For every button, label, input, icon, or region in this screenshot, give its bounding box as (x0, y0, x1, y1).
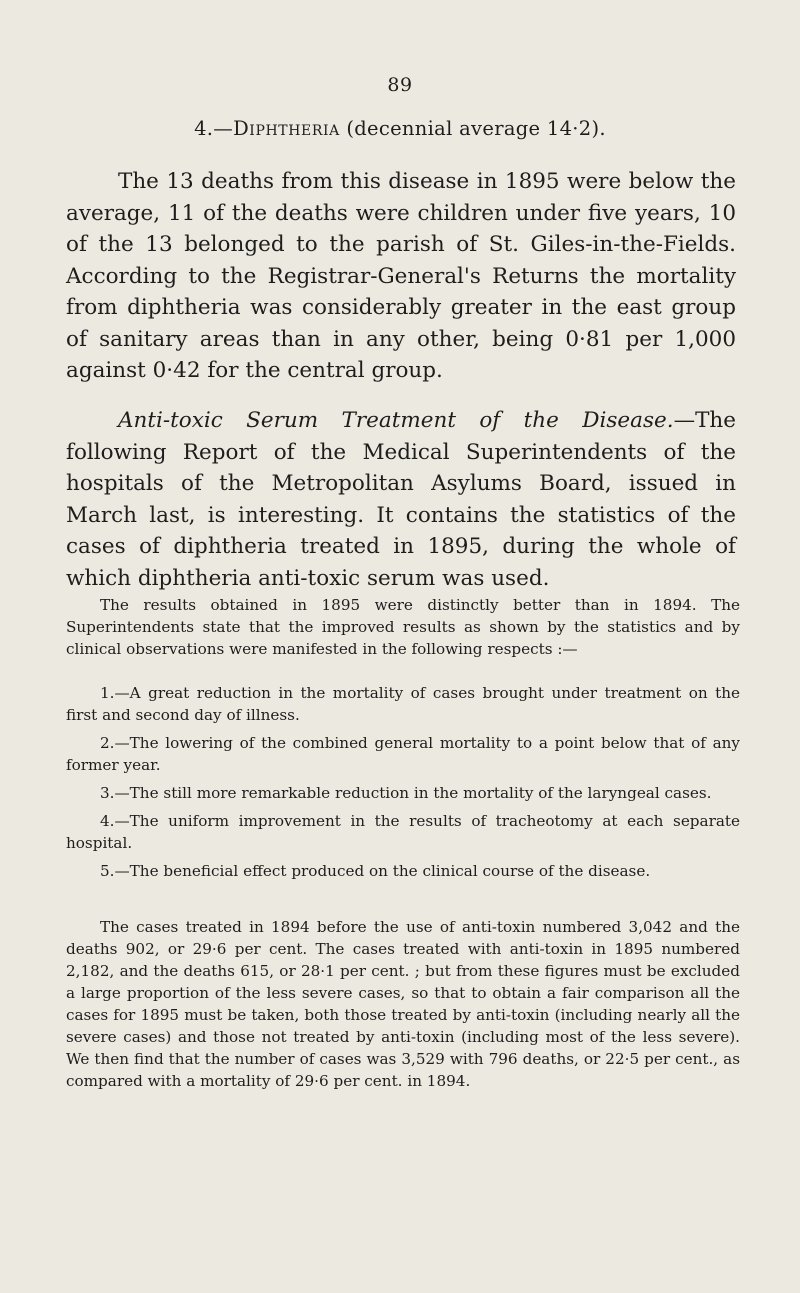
list-item: 5.—The beneficial effect produced on the clinical course of the disease. (100, 862, 651, 880)
heading-title: Diphtheria (233, 117, 340, 140)
respects-list (66, 682, 740, 888)
section-heading (0, 117, 800, 140)
paragraph-statistics: The cases treated in 1894 before the use of anti-toxin numbered 3,042 and the deaths 902, or 29·6 per cent. The cases treated with anti-toxin in 1895 numbered 2,182, and the deaths 615, or 28·1 per cent. ; but from these figures must be excluded a large proportion of the less severe cases, so that to obtain a fair comparison all the cases for 1895 must be taken, both those treated by anti-toxin (including nearly all the severe cases) and those not treated by anti-toxin (including most of the less severe). We then find that the number of cases was 3,529 with 796 deaths, or 22·5 per cent., as compared with a mortality of 29·6 per cent. in 1894. (66, 918, 740, 1090)
paragraph-results: The results obtained in 1895 were distinctly better than in 1894. The Superintendents state that the improved results as shown by the statistics and by clinical observations were manifested in the following respects :— (66, 596, 740, 658)
list-item: 2.—The lowering of the combined general mortality to a point below that of any former year. (66, 734, 740, 774)
subheading-italic: Anti-toxic Serum Treatment of the Disease. (118, 408, 674, 433)
heading-suffix: (decennial average 14·2). (339, 117, 606, 140)
page-number: 89 (387, 74, 413, 96)
heading-prefix: 4.— (194, 117, 234, 140)
list-item: 1.—A great reduction in the mortality of cases brought under treatment on the first and second day of illness. (66, 684, 740, 724)
paragraph-deaths: The 13 deaths from this disease in 1895 were below the average, 11 of the deaths were children under five years, 10 of the 13 belonged to the parish of St. Giles-in-the-Fields. According to the Registrar-General's Returns the mortality from diphtheria was considerably greater in the east group of sanitary areas than in any other, being 0·81 per 1,000 against 0·42 for the central group. (66, 169, 736, 383)
list-item: 4.—The uniform improvement in the results of tracheotomy at each separate hospital. (66, 812, 740, 852)
paragraph-serum-treatment (66, 405, 736, 594)
list-item: 3.—The still more remarkable reduction in the mortality of the laryngeal cases. (100, 784, 712, 802)
paragraph-serum-text: —The following Report of the Medical Superintendents of the hospitals of the Metropolitan Asylums Board, issued in March last, is interesting. It contains the statistics of the cases of diphtheria treated in 1895, during the whole of which diphtheria anti-toxic serum was used. (66, 408, 736, 591)
